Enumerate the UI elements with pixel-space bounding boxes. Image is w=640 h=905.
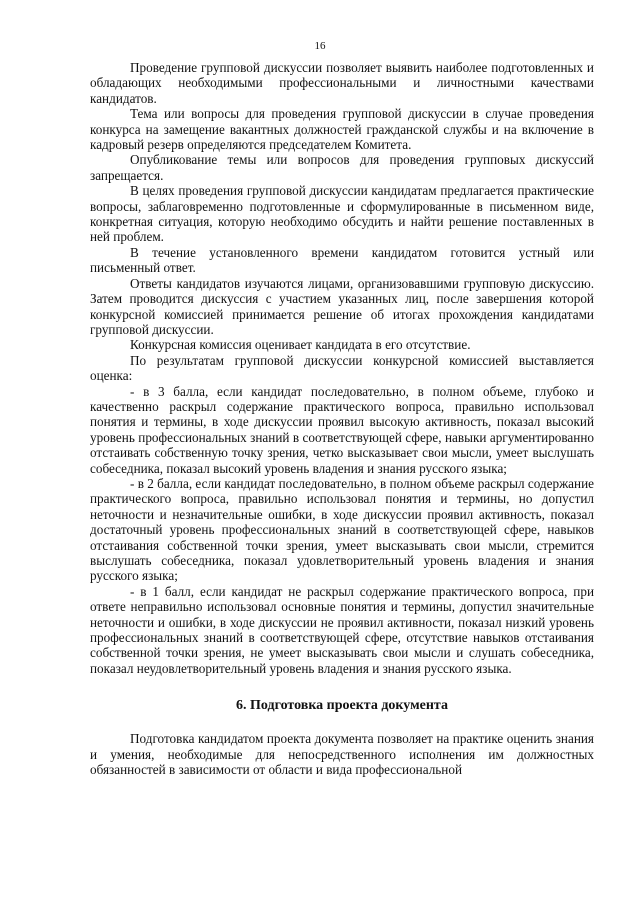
- document-body: [90, 60, 594, 777]
- paragraph-topic-definition: Тема или вопросы для проведения групповой дискуссии в случае проведения конкурса на замещение вакантных должностей гражданской службы и на включение в кадровый резерв определяются председателем Комитета.: [90, 106, 594, 153]
- paragraph-publication-ban: Опубликование темы или вопросов для проведения групповых дискуссий запрещается.: [90, 152, 594, 183]
- page-number: 16: [314, 40, 326, 52]
- paragraph-answer-preparation: В течение установленного времени кандидатом готовится устный или письменный ответ.: [90, 244, 594, 276]
- paragraph-grade-3: - в 3 балла, если кандидат последовательно, в полном объеме, глубоко и качественно раскрыл содержание практического вопроса, правильно использовал понятия и термины, в ходе дискуссии проявил высокую активность, показал высокий уровень профессиональных знаний в соответствующей сфере, навыки аргументированно отстаивать собственную точку зрения, четко высказывает свои мысли, умеет выслушать собеседника, показал высокий уровень владения и знания русского языка;: [90, 383, 594, 476]
- paragraph-practical-questions: В целях проведения групповой дискуссии кандидатам предлагается практические вопросы, заблаговременно подготовленные и сформулированные в письменном виде, конкретная ситуация, которую необходимо обсудить и найти решение поставленных в ней проблем.: [90, 183, 594, 245]
- section-heading: 6. Подготовка проекта документа: [236, 698, 448, 714]
- paragraph-grading-intro: По результатам групповой дискуссии конкурсной комиссией выставляется оценка:: [90, 352, 594, 384]
- paragraph-grade-1: - в 1 балл, если кандидат не раскрыл содержание практического вопроса, при ответе неправильно использовал основные понятия и термины, допустил значительные неточности и ошибки, в ходе дискуссии не проявил активности, показал низкий уровень профессиональных знаний в соответствующей сфере, отсутствие навыков отстаивания собственной точки зрения, не умеет высказывать свои мысли и слушать собеседника, показал неудовлетворительный уровень владения и знания русского языка.: [90, 583, 594, 676]
- paragraph-discussion-purpose: Проведение групповой дискуссии позволяет выявить наиболее подготовленных и обладающих необходимыми профессиональными и личностными качествами кандидатов.: [90, 60, 594, 106]
- paragraph-commission-evaluation: Конкурсная комиссия оценивает кандидата в его отсутствие.: [130, 337, 471, 353]
- paragraph-answers-review: Ответы кандидатов изучаются лицами, организовавшими групповую дискуссию. Затем проводится дискуссия с участием указанных лиц, после завершения которой конкурсной комиссией принимается решение об итогах прохождения кандидатами групповой дискуссии.: [90, 275, 594, 337]
- paragraph-document-draft: Подготовка кандидатом проекта документа позволяет на практике оценить знания и умения, необходимые для непосредственного исполнения им должностных обязанностей в зависимости от области и вида профессиональной: [90, 731, 594, 778]
- paragraph-grade-2: - в 2 балла, если кандидат последовательно, в полном объеме раскрыл содержание практического вопроса, правильно использовал понятия и термины, но допустил неточности и незначительные ошибки, в ходе дискуссии проявил активность, показал достаточный уровень профессиональных знаний в соответствующей сфере, навыков отстаивания собственной точки зрения, умеет высказывать свои мысли, стремится выслушать собеседника, показал удовлетворительный уровень владения и знания русского языка;: [90, 475, 594, 584]
